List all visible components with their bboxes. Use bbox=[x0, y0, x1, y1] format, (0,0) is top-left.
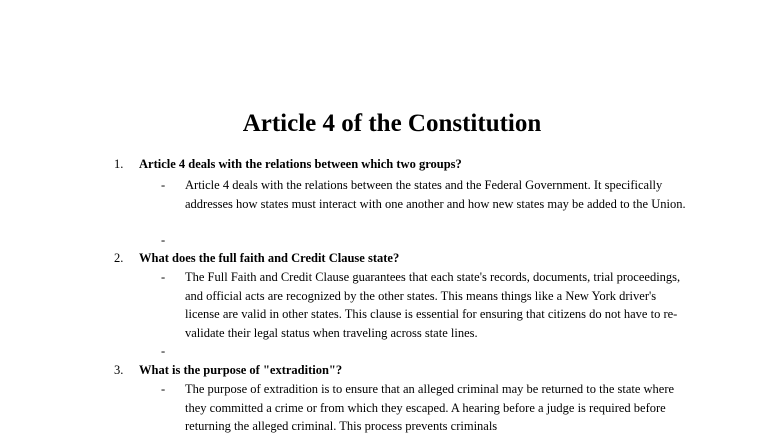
bullet-dash: - bbox=[161, 382, 166, 396]
answer-1: Article 4 deals with the relations between the states and the Federal Government. It specifically addresses how states must interact with one another and how new states may be added to the Union. bbox=[185, 178, 686, 211]
question-text: Article 4 deals with the relations between which two groups? bbox=[139, 157, 462, 171]
question-number: 2. bbox=[114, 251, 124, 265]
bullet-dash: - bbox=[161, 270, 166, 284]
question-text: What is the purpose of "extradition"? bbox=[139, 363, 343, 377]
question-text: What does the full faith and Credit Clause state? bbox=[139, 251, 400, 265]
answer-3: The purpose of extradition is to ensure that an alleged criminal may be returned to the state where they committed a crime or from which they escaped. A hearing before a judge is required before returning the alleged criminal. This process prevents criminals bbox=[185, 382, 675, 433]
bullet-dash: - bbox=[161, 344, 166, 358]
bullet-dash: - bbox=[161, 233, 166, 247]
question-number: 3. bbox=[114, 363, 124, 377]
document-title: Article 4 of the Constitution bbox=[242, 110, 542, 137]
answer-2: The Full Faith and Credit Clause guarantees that each state's records, documents, trial proceedings, and official acts are recognized by the other states. This means things like a New York driver's license are valid in other states. This clause is essential for ensuring that citizens do not have to re-validate their legal status when traveling across state lines. bbox=[185, 270, 681, 340]
bullet-dash: - bbox=[161, 178, 166, 192]
question-number: 1. bbox=[114, 157, 124, 171]
